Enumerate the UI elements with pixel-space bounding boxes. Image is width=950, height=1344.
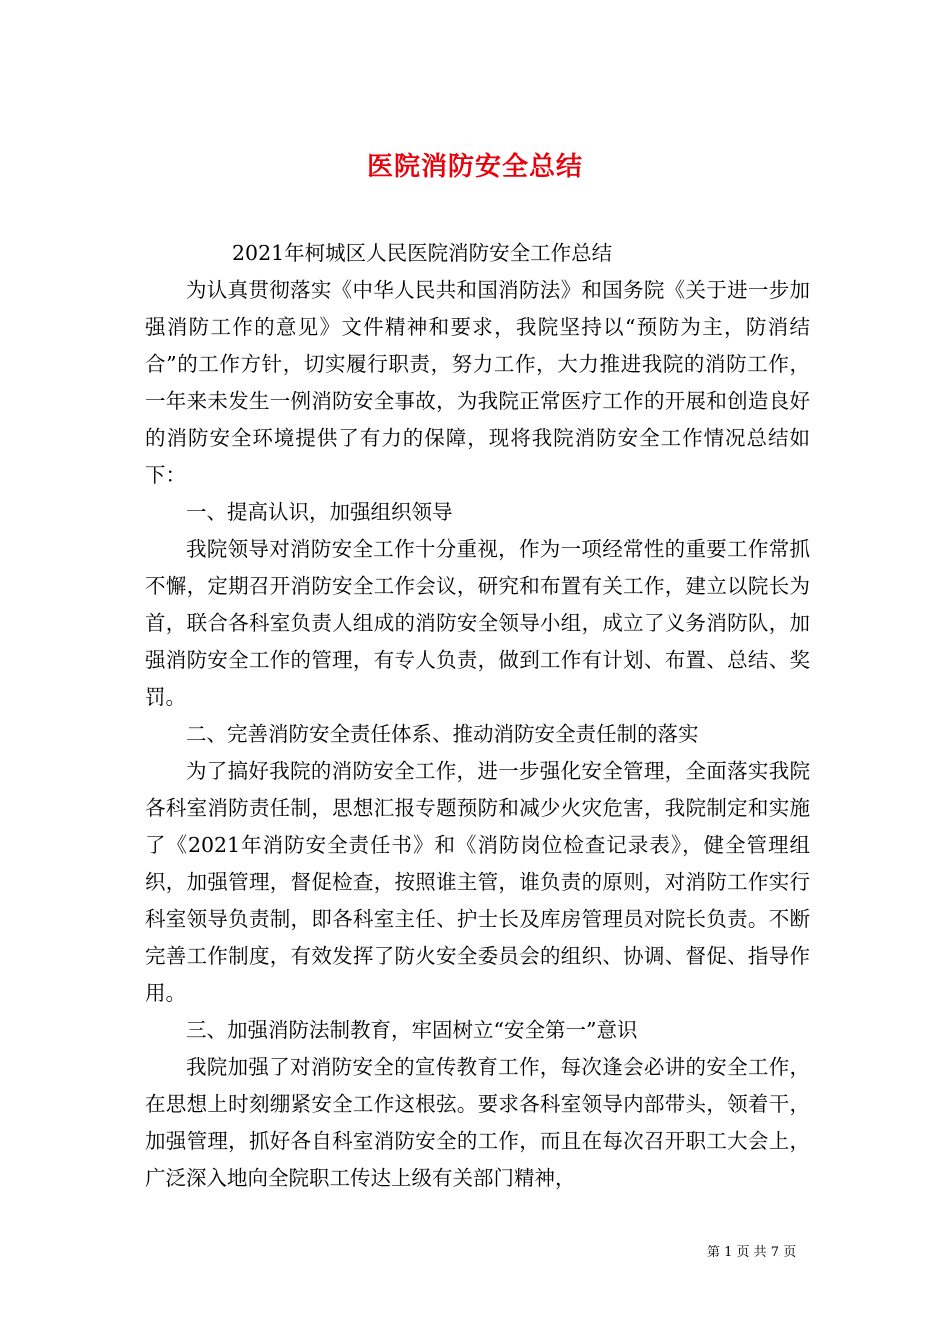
section-paragraph-1: 我院领导对消防安全工作十分重视，作为一项经常性的重要工作常抓不懈，定期召开消防安全工作会议，研究和布置有关工作，建立以院长为首，联合各科室负责人组成的消防安全领导小组，成立了义务消防队，加强消防安全工作的管理，有专人负责，做到工作有计划、布置、总结、奖罚。 — [145, 537, 810, 709]
intro-paragraph: 为认真贯彻落实《中华人民共和国消防法》和国务院《关于进一步加强消防工作的意见》文件精神和要求，我院坚持以“预防为主，防消结合”的工作方针，切实履行职责，努力工作，大力推进我院的消防工作，一年来未发生一例消防安全事故，为我院正常医疗工作的开展和创造良好的消防安全环境提供了有力的保障，现将我院消防安全工作情况总结如下： — [145, 278, 810, 487]
section-paragraph-3: 我院加强了对消防安全的宣传教育工作，每次逢会必讲的安全工作，在思想上时刻绷紧安全工作这根弦。要求各科室领导内部带头，领着干，加强管理，抓好各自科室消防安全的工作，而且在每次召开职工大会上，广泛深入地向全院职工传达上级有关部门精神， — [145, 1055, 810, 1190]
section-heading-1: 一、提高认识，加强组织领导 — [186, 500, 453, 524]
section-heading-2: 二、完善消防安全责任体系、推动消防安全责任制的落实 — [186, 722, 699, 746]
document-subtitle: 2021年柯城区人民医院消防安全工作总结 — [232, 241, 613, 265]
document-title: 医院消防安全总结 — [366, 152, 583, 183]
section-heading-3: 三、加强消防法制教育，牢固树立“安全第一”意识 — [186, 1018, 638, 1042]
document-body — [145, 235, 810, 1197]
page-number: 第 1 页 共 7 页 — [707, 1245, 797, 1260]
section-paragraph-2: 为了搞好我院的消防安全工作，进一步强化安全管理，全面落实我院各科室消防责任制，思想汇报专题预防和减少火灾危害，我院制定和实施了《2021年消防安全责任书》和《消防岗位检查记录表》，健全管理组织，加强管理，督促检查，按照谁主管，谁负责的原则，对消防工作实行科室领导负责制，即各科室主任、护士长及库房管理员对院长负责。不断完善工作制度，有效发挥了防火安全委员会的组织、协调、督促、指导作用。 — [145, 759, 810, 1005]
